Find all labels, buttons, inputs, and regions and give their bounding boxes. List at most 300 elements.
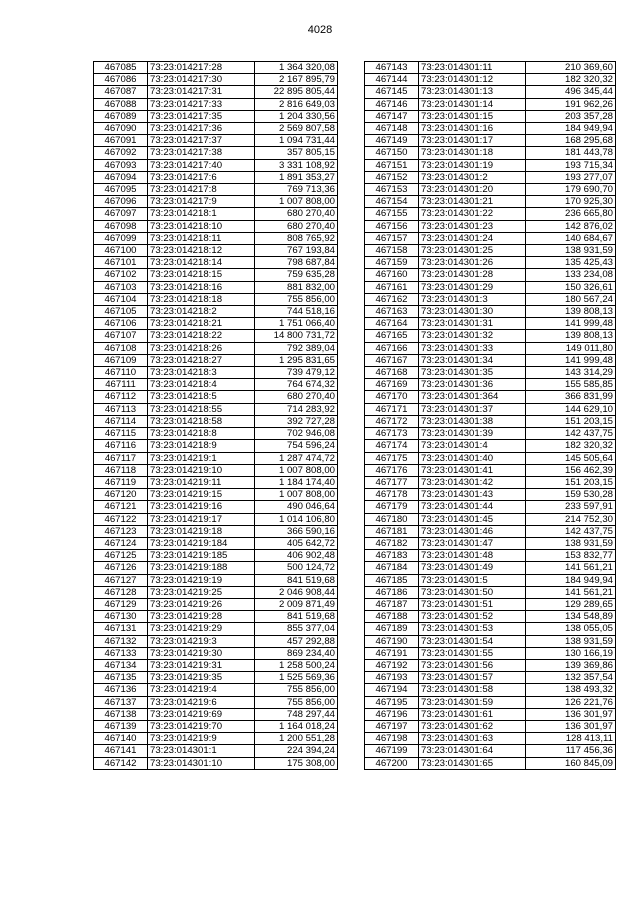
table-row: [94, 696, 338, 708]
row-id-cell: 467086: [94, 74, 148, 86]
cadastral-number-cell: 73:23:014301:16: [419, 123, 526, 135]
value-cell: 182 320,32: [526, 74, 616, 86]
cadastral-number-cell: 73:23:014219:4: [148, 684, 255, 696]
row-id-cell: 467109: [94, 354, 148, 366]
value-cell: 457 292,88: [255, 635, 338, 647]
row-id-cell: 467154: [365, 196, 419, 208]
value-cell: 490 046,64: [255, 501, 338, 513]
row-id-cell: 467147: [365, 110, 419, 122]
row-id-cell: 467180: [365, 513, 419, 525]
table-row: [365, 98, 616, 110]
table-row: [94, 391, 338, 403]
table-row: [94, 489, 338, 501]
row-id-cell: 467199: [365, 745, 419, 757]
value-cell: 130 166,19: [526, 647, 616, 659]
cadastral-number-cell: 73:23:014218:58: [148, 415, 255, 427]
table-row: [365, 220, 616, 232]
row-id-cell: 467200: [365, 757, 419, 769]
cadastral-number-cell: 73:23:014218:27: [148, 354, 255, 366]
cadastral-number-cell: 73:23:014218:21: [148, 318, 255, 330]
table-row: [365, 403, 616, 415]
table-row: [94, 232, 338, 244]
row-id-cell: 467167: [365, 354, 419, 366]
value-cell: 754 596,24: [255, 440, 338, 452]
value-cell: 1 751 066,40: [255, 318, 338, 330]
table-row: [94, 403, 338, 415]
table-row: [94, 184, 338, 196]
row-id-cell: 467148: [365, 123, 419, 135]
table-row: [365, 147, 616, 159]
value-cell: 739 479,12: [255, 367, 338, 379]
cadastral-number-cell: 73:23:014219:9: [148, 733, 255, 745]
table-row: [365, 330, 616, 342]
cadastral-number-cell: 73:23:014301:54: [419, 635, 526, 647]
value-cell: 135 425,43: [526, 257, 616, 269]
value-cell: 193 715,34: [526, 159, 616, 171]
cadastral-number-cell: 73:23:014301:61: [419, 708, 526, 720]
row-id-cell: 467159: [365, 257, 419, 269]
cadastral-number-cell: 73:23:014219:70: [148, 720, 255, 732]
value-cell: 1 014 106,80: [255, 513, 338, 525]
cadastral-number-cell: 73:23:014301:29: [419, 281, 526, 293]
row-id-cell: 467118: [94, 464, 148, 476]
cadastral-number-cell: 73:23:014301:36: [419, 379, 526, 391]
row-id-cell: 467142: [94, 757, 148, 769]
value-cell: 680 270,40: [255, 208, 338, 220]
table-row: [365, 489, 616, 501]
table-row: [365, 391, 616, 403]
row-id-cell: 467125: [94, 550, 148, 562]
value-cell: 136 301,97: [526, 720, 616, 732]
value-cell: 132 357,54: [526, 672, 616, 684]
value-cell: 22 895 805,44: [255, 86, 338, 98]
cadastral-number-cell: 73:23:014218:3: [148, 367, 255, 379]
cadastral-number-cell: 73:23:014219:26: [148, 598, 255, 610]
table-row: [94, 513, 338, 525]
value-cell: 151 203,15: [526, 476, 616, 488]
cadastral-number-cell: 73:23:014219:25: [148, 586, 255, 598]
cadastral-number-cell: 73:23:014219:1: [148, 452, 255, 464]
cadastral-number-cell: 73:23:014301:364: [419, 391, 526, 403]
table-row: [94, 342, 338, 354]
row-id-cell: 467103: [94, 281, 148, 293]
value-cell: 181 443,78: [526, 147, 616, 159]
row-id-cell: 467153: [365, 184, 419, 196]
table-row: [365, 245, 616, 257]
cadastral-number-cell: 73:23:014217:38: [148, 147, 255, 159]
cadastral-number-cell: 73:23:014219:18: [148, 525, 255, 537]
row-id-cell: 467105: [94, 306, 148, 318]
cadastral-number-cell: 73:23:014301:43: [419, 489, 526, 501]
row-id-cell: 467192: [365, 659, 419, 671]
table-row: [94, 684, 338, 696]
row-id-cell: 467102: [94, 269, 148, 281]
value-cell: 134 548,89: [526, 611, 616, 623]
table-row: [94, 562, 338, 574]
value-cell: 792 389,04: [255, 342, 338, 354]
value-cell: 769 713,36: [255, 184, 338, 196]
row-id-cell: 467098: [94, 220, 148, 232]
table-row: [365, 440, 616, 452]
table-row: [365, 623, 616, 635]
table-row: [94, 147, 338, 159]
table-row: [365, 611, 616, 623]
value-cell: 214 752,30: [526, 513, 616, 525]
value-cell: 680 270,40: [255, 220, 338, 232]
row-id-cell: 467130: [94, 611, 148, 623]
cadastral-number-cell: 73:23:014301:21: [419, 196, 526, 208]
value-cell: 153 832,77: [526, 550, 616, 562]
row-id-cell: 467164: [365, 318, 419, 330]
value-cell: 702 946,08: [255, 428, 338, 440]
table-row: [365, 367, 616, 379]
value-cell: 151 203,15: [526, 415, 616, 427]
value-cell: 357 805,15: [255, 147, 338, 159]
row-id-cell: 467101: [94, 257, 148, 269]
table-row: [94, 159, 338, 171]
row-id-cell: 467165: [365, 330, 419, 342]
row-id-cell: 467113: [94, 403, 148, 415]
value-cell: 755 856,00: [255, 696, 338, 708]
value-cell: 714 283,92: [255, 403, 338, 415]
value-cell: 184 949,94: [526, 123, 616, 135]
row-id-cell: 467170: [365, 391, 419, 403]
row-id-cell: 467140: [94, 733, 148, 745]
cadastral-number-cell: 73:23:014219:15: [148, 489, 255, 501]
cadastral-number-cell: 73:23:014217:40: [148, 159, 255, 171]
cadastral-number-cell: 73:23:014301:33: [419, 342, 526, 354]
row-id-cell: 467193: [365, 672, 419, 684]
table-row: [94, 86, 338, 98]
table-row: [94, 269, 338, 281]
row-id-cell: 467191: [365, 647, 419, 659]
table-row: [94, 440, 338, 452]
value-cell: 233 597,91: [526, 501, 616, 513]
row-id-cell: 467093: [94, 159, 148, 171]
table-row: [94, 74, 338, 86]
table-row: [365, 464, 616, 476]
cadastral-number-cell: 73:23:014301:51: [419, 598, 526, 610]
row-id-cell: 467134: [94, 659, 148, 671]
value-cell: 142 437,75: [526, 428, 616, 440]
cadastral-number-cell: 73:23:014301:64: [419, 745, 526, 757]
cadastral-number-cell: 73:23:014301:23: [419, 220, 526, 232]
cadastral-number-cell: 73:23:014218:9: [148, 440, 255, 452]
value-cell: 141 999,48: [526, 318, 616, 330]
row-id-cell: 467175: [365, 452, 419, 464]
row-id-cell: 467176: [365, 464, 419, 476]
table-row: [365, 647, 616, 659]
value-cell: 405 642,72: [255, 537, 338, 549]
row-id-cell: 467188: [365, 611, 419, 623]
table-row: [94, 415, 338, 427]
value-cell: 128 413,11: [526, 733, 616, 745]
value-cell: 406 902,48: [255, 550, 338, 562]
value-cell: 1 204 330,56: [255, 110, 338, 122]
cadastral-number-cell: 73:23:014218:26: [148, 342, 255, 354]
registry-table-right: [364, 61, 616, 770]
value-cell: 224 394,24: [255, 745, 338, 757]
cadastral-number-cell: 73:23:014301:35: [419, 367, 526, 379]
value-cell: 1 525 569,36: [255, 672, 338, 684]
cadastral-number-cell: 73:23:014301:22: [419, 208, 526, 220]
value-cell: 139 369,86: [526, 659, 616, 671]
row-id-cell: 467128: [94, 586, 148, 598]
cadastral-number-cell: 73:23:014301:62: [419, 720, 526, 732]
value-cell: 180 567,24: [526, 293, 616, 305]
cadastral-number-cell: 73:23:014301:49: [419, 562, 526, 574]
row-id-cell: 467115: [94, 428, 148, 440]
cadastral-number-cell: 73:23:014301:25: [419, 245, 526, 257]
table-row: [94, 598, 338, 610]
value-cell: 755 856,00: [255, 684, 338, 696]
cadastral-number-cell: 73:23:014218:18: [148, 293, 255, 305]
row-id-cell: 467169: [365, 379, 419, 391]
row-id-cell: 467184: [365, 562, 419, 574]
table-row: [365, 696, 616, 708]
table-row: [94, 257, 338, 269]
table-row: [365, 379, 616, 391]
cadastral-number-cell: 73:23:014301:37: [419, 403, 526, 415]
row-id-cell: 467173: [365, 428, 419, 440]
row-id-cell: 467090: [94, 123, 148, 135]
value-cell: 129 289,65: [526, 598, 616, 610]
row-id-cell: 467110: [94, 367, 148, 379]
cadastral-number-cell: 73:23:014301:18: [419, 147, 526, 159]
table-row: [94, 537, 338, 549]
value-cell: 496 345,44: [526, 86, 616, 98]
table-row: [365, 598, 616, 610]
cadastral-number-cell: 73:23:014301:20: [419, 184, 526, 196]
value-cell: 2 046 908,44: [255, 586, 338, 598]
cadastral-number-cell: 73:23:014219:29: [148, 623, 255, 635]
cadastral-number-cell: 73:23:014217:6: [148, 171, 255, 183]
table-row: [94, 611, 338, 623]
table-row: [94, 501, 338, 513]
cadastral-number-cell: 73:23:014219:19: [148, 574, 255, 586]
cadastral-number-cell: 73:23:014218:55: [148, 403, 255, 415]
value-cell: 179 690,70: [526, 184, 616, 196]
cadastral-number-cell: 73:23:014219:3: [148, 635, 255, 647]
row-id-cell: 467166: [365, 342, 419, 354]
value-cell: 759 635,28: [255, 269, 338, 281]
cadastral-number-cell: 73:23:014219:17: [148, 513, 255, 525]
table-row: [94, 574, 338, 586]
table-row: [94, 659, 338, 671]
row-id-cell: 467091: [94, 135, 148, 147]
row-id-cell: 467181: [365, 525, 419, 537]
table-row: [94, 525, 338, 537]
row-id-cell: 467094: [94, 171, 148, 183]
row-id-cell: 467137: [94, 696, 148, 708]
table-row: [94, 452, 338, 464]
cadastral-number-cell: 73:23:014217:33: [148, 98, 255, 110]
value-cell: 500 124,72: [255, 562, 338, 574]
cadastral-number-cell: 73:23:014301:53: [419, 623, 526, 635]
table-row: [94, 123, 338, 135]
table-row: [94, 196, 338, 208]
row-id-cell: 467172: [365, 415, 419, 427]
cadastral-number-cell: 73:23:014218:22: [148, 330, 255, 342]
table-row: [365, 293, 616, 305]
row-id-cell: 467151: [365, 159, 419, 171]
value-cell: 126 221,76: [526, 696, 616, 708]
cadastral-number-cell: 73:23:014218:12: [148, 245, 255, 257]
table-row: [365, 110, 616, 122]
cadastral-number-cell: 73:23:014301:50: [419, 586, 526, 598]
cadastral-number-cell: 73:23:014218:10: [148, 220, 255, 232]
value-cell: 1 007 808,00: [255, 464, 338, 476]
value-cell: 138 931,59: [526, 245, 616, 257]
row-id-cell: 467146: [365, 98, 419, 110]
table-row: [94, 757, 338, 769]
cadastral-number-cell: 73:23:014301:2: [419, 171, 526, 183]
row-id-cell: 467132: [94, 635, 148, 647]
cadastral-number-cell: 73:23:014301:57: [419, 672, 526, 684]
value-cell: 155 585,85: [526, 379, 616, 391]
row-id-cell: 467195: [365, 696, 419, 708]
value-cell: 117 456,36: [526, 745, 616, 757]
table-row: [94, 708, 338, 720]
row-id-cell: 467092: [94, 147, 148, 159]
table-row: [365, 745, 616, 757]
table-row: [94, 367, 338, 379]
table-row: [94, 647, 338, 659]
row-id-cell: 467187: [365, 598, 419, 610]
table-row: [365, 586, 616, 598]
row-id-cell: 467135: [94, 672, 148, 684]
cadastral-number-cell: 73:23:014301:12: [419, 74, 526, 86]
table-row: [94, 354, 338, 366]
table-row: [365, 171, 616, 183]
table-row: [365, 562, 616, 574]
cadastral-number-cell: 73:23:014219:31: [148, 659, 255, 671]
value-cell: 2 167 895,79: [255, 74, 338, 86]
row-id-cell: 467089: [94, 110, 148, 122]
row-id-cell: 467162: [365, 293, 419, 305]
cadastral-number-cell: 73:23:014218:15: [148, 269, 255, 281]
table-row: [94, 245, 338, 257]
table-row: [365, 318, 616, 330]
cadastral-number-cell: 73:23:014301:59: [419, 696, 526, 708]
value-cell: 841 519,68: [255, 574, 338, 586]
row-id-cell: 467160: [365, 269, 419, 281]
cadastral-number-cell: 73:23:014301:38: [419, 415, 526, 427]
row-id-cell: 467155: [365, 208, 419, 220]
cadastral-number-cell: 73:23:014217:36: [148, 123, 255, 135]
row-id-cell: 467108: [94, 342, 148, 354]
row-id-cell: 467136: [94, 684, 148, 696]
row-id-cell: 467174: [365, 440, 419, 452]
row-id-cell: 467157: [365, 232, 419, 244]
table-row: [365, 415, 616, 427]
table-row: [94, 745, 338, 757]
value-cell: 1 007 808,00: [255, 196, 338, 208]
cadastral-number-cell: 73:23:014301:1: [148, 745, 255, 757]
row-id-cell: 467196: [365, 708, 419, 720]
value-cell: 236 665,80: [526, 208, 616, 220]
cadastral-number-cell: 73:23:014301:10: [148, 757, 255, 769]
row-id-cell: 467158: [365, 245, 419, 257]
row-id-cell: 467106: [94, 318, 148, 330]
row-id-cell: 467122: [94, 513, 148, 525]
value-cell: 145 505,64: [526, 452, 616, 464]
value-cell: 1 007 808,00: [255, 489, 338, 501]
table-row: [365, 86, 616, 98]
cadastral-number-cell: 73:23:014301:41: [419, 464, 526, 476]
cadastral-number-cell: 73:23:014301:28: [419, 269, 526, 281]
value-cell: 764 674,32: [255, 379, 338, 391]
cadastral-number-cell: 73:23:014301:31: [419, 318, 526, 330]
value-cell: 182 320,32: [526, 440, 616, 452]
value-cell: 210 369,60: [526, 62, 616, 74]
cadastral-number-cell: 73:23:014301:58: [419, 684, 526, 696]
table-row: [94, 330, 338, 342]
table-row: [94, 220, 338, 232]
value-cell: 680 270,40: [255, 391, 338, 403]
cadastral-number-cell: 73:23:014219:184: [148, 537, 255, 549]
table-row: [365, 62, 616, 74]
cadastral-number-cell: 73:23:014219:10: [148, 464, 255, 476]
row-id-cell: 467099: [94, 232, 148, 244]
table-row: [365, 672, 616, 684]
value-cell: 3 331 108,92: [255, 159, 338, 171]
cadastral-number-cell: 73:23:014218:1: [148, 208, 255, 220]
cadastral-number-cell: 73:23:014219:28: [148, 611, 255, 623]
table-row: [365, 452, 616, 464]
row-id-cell: 467179: [365, 501, 419, 513]
row-id-cell: 467197: [365, 720, 419, 732]
table-row: [365, 196, 616, 208]
cadastral-number-cell: 73:23:014218:4: [148, 379, 255, 391]
cadastral-number-cell: 73:23:014219:185: [148, 550, 255, 562]
table-row: [365, 159, 616, 171]
value-cell: 138 055,05: [526, 623, 616, 635]
cadastral-number-cell: 73:23:014301:14: [419, 98, 526, 110]
row-id-cell: 467127: [94, 574, 148, 586]
value-cell: 138 493,32: [526, 684, 616, 696]
value-cell: 869 234,40: [255, 647, 338, 659]
row-id-cell: 467185: [365, 574, 419, 586]
value-cell: 139 808,13: [526, 330, 616, 342]
value-cell: 748 297,44: [255, 708, 338, 720]
table-row: [94, 135, 338, 147]
row-id-cell: 467177: [365, 476, 419, 488]
value-cell: 150 326,61: [526, 281, 616, 293]
row-id-cell: 467150: [365, 147, 419, 159]
table-row: [365, 135, 616, 147]
value-cell: 168 295,68: [526, 135, 616, 147]
cadastral-number-cell: 73:23:014219:35: [148, 672, 255, 684]
row-id-cell: 467152: [365, 171, 419, 183]
cadastral-number-cell: 73:23:014301:32: [419, 330, 526, 342]
row-id-cell: 467183: [365, 550, 419, 562]
value-cell: 159 530,28: [526, 489, 616, 501]
table-row: [365, 476, 616, 488]
table-row: [94, 586, 338, 598]
cadastral-number-cell: 73:23:014217:35: [148, 110, 255, 122]
table-row: [365, 74, 616, 86]
cadastral-number-cell: 73:23:014301:65: [419, 757, 526, 769]
value-cell: 136 301,97: [526, 708, 616, 720]
table-row: [94, 635, 338, 647]
row-id-cell: 467144: [365, 74, 419, 86]
table-row: [365, 550, 616, 562]
row-id-cell: 467107: [94, 330, 148, 342]
cadastral-number-cell: 73:23:014301:47: [419, 537, 526, 549]
table-row: [94, 171, 338, 183]
table-row: [94, 428, 338, 440]
